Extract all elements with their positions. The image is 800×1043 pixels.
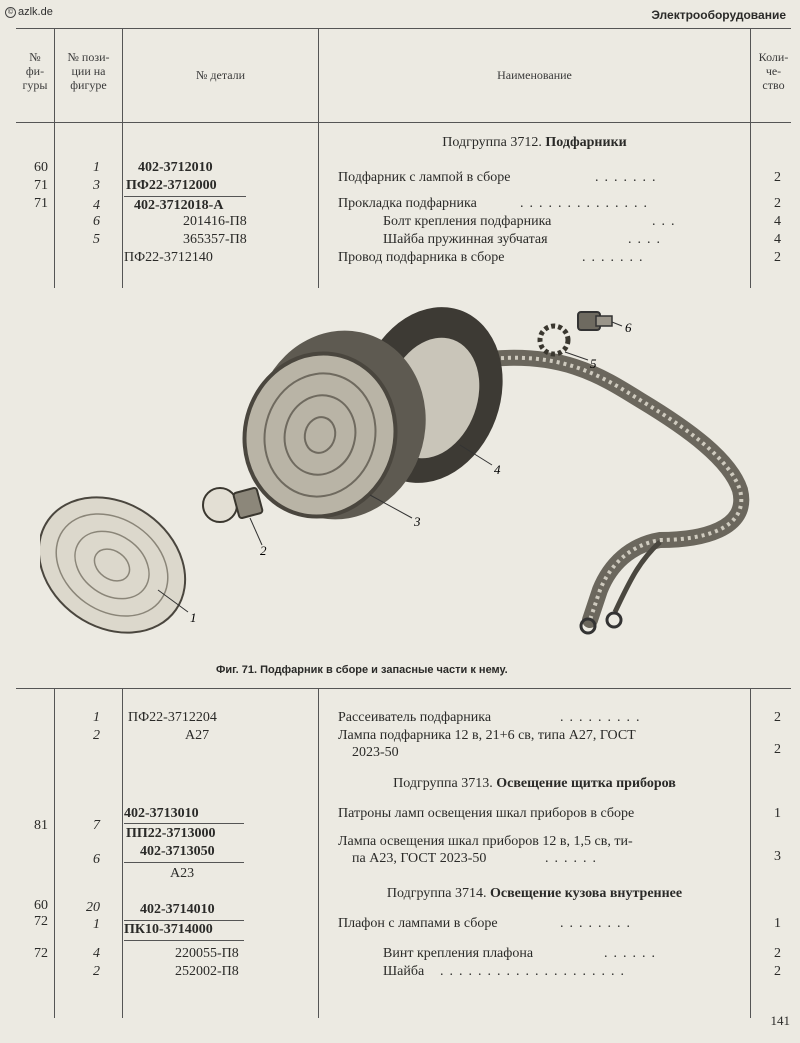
leader-dots: .................... <box>440 964 630 979</box>
callout-6: 6 <box>625 320 632 335</box>
site-watermark: © azlk.de <box>5 6 53 18</box>
callout-3: 3 <box>414 514 421 529</box>
row-part: ПК10-3714000 <box>124 922 213 937</box>
row-part: 402-3713050 <box>140 844 215 859</box>
row-name: Лампа освещения шкал приборов 12 в, 1,5 св, ти- <box>338 834 633 849</box>
subgroup-3714: Подгруппа 3714. Освещение кузова внутреннее <box>386 886 683 901</box>
wire-harness <box>480 358 741 620</box>
row-part: 201416-П8 <box>183 214 247 229</box>
part-underline <box>124 862 244 863</box>
row-part: ПФ22-3712000 <box>126 178 217 193</box>
row-part: А27 <box>185 728 210 743</box>
row-part: 252002-П8 <box>175 964 239 979</box>
row-name: Патроны ламп освещения шкал приборов в сборе <box>338 806 635 821</box>
header-bottom-rule <box>16 122 791 123</box>
row-pos: 5 <box>93 232 100 247</box>
row-qty: 4 <box>774 232 781 247</box>
row-qty: 2 <box>774 710 781 725</box>
row-name: Плафон с лампами в сборе <box>338 916 498 931</box>
row-part: 365357-П8 <box>183 232 247 247</box>
row-fig: 72 <box>34 946 48 961</box>
row-part: 402-3713010 <box>124 806 199 821</box>
running-header: Электрооборудование <box>651 8 786 22</box>
leader-dots: ...... <box>545 851 602 866</box>
bulb-base <box>233 487 263 518</box>
row-pos: 4 <box>93 198 100 213</box>
row-fig: 71 <box>34 178 48 193</box>
row-name: Прокладка подфарника <box>338 196 477 211</box>
col-rule <box>122 28 123 288</box>
row-pos: 4 <box>93 946 100 961</box>
col-rule <box>318 28 319 288</box>
col-rule <box>54 688 55 1018</box>
figure-71-illustration <box>40 290 780 660</box>
row-name-continued: па А23, ГОСТ 2023-50 <box>352 851 487 866</box>
wire-terminal <box>607 613 621 627</box>
subgroup-3712: Подгруппа 3712. Подфарники <box>442 135 627 150</box>
row-qty: 2 <box>774 170 781 185</box>
row-pos: 1 <box>93 917 100 932</box>
row-pos: 3 <box>93 178 100 193</box>
row-fig: 71 <box>34 196 48 211</box>
leader-dots: ........ <box>560 916 636 931</box>
row-name: Провод подфарника в сборе <box>338 250 505 265</box>
row-part: 402-3714010 <box>140 902 215 917</box>
row-pos: 1 <box>93 710 100 725</box>
row-part: 402-3712010 <box>138 160 213 175</box>
row-pos: 1 <box>93 160 100 175</box>
row-part: 402-3712018-А <box>134 198 224 213</box>
row-part: 220055-П8 <box>175 946 239 961</box>
row-qty: 2 <box>774 742 781 757</box>
figure-caption: Фиг. 71. Подфарник в сборе и запасные части к нему. <box>216 664 508 676</box>
leader-line <box>250 518 262 545</box>
callout-5: 5 <box>590 356 597 371</box>
row-name: Подфарник с лампой в сборе <box>338 170 511 185</box>
row-name: Шайба <box>383 964 425 979</box>
row-part: ПФ22-3712140 <box>124 250 213 265</box>
row-fig: 72 <box>34 914 48 929</box>
row-fig: 60 <box>34 160 48 175</box>
leader-dots: .............. <box>520 196 653 211</box>
row-name: Шайба пружинная зубчатая <box>383 232 548 247</box>
col-rule <box>122 688 123 1018</box>
row-part: ПП22-3713000 <box>126 826 216 841</box>
row-name: Винт крепления плафона <box>383 946 534 961</box>
row-fig: 60 <box>34 898 48 913</box>
part-underline <box>124 920 244 921</box>
subgroup-3713: Подгруппа 3713. Освещение щитка приборов <box>393 776 676 791</box>
header-part: № детали <box>195 68 246 82</box>
row-fig: 81 <box>34 818 48 833</box>
callout-4: 4 <box>494 462 501 477</box>
part-underline <box>124 823 244 824</box>
row-part: ПФ22-3712204 <box>128 710 217 725</box>
row-pos: 2 <box>93 728 100 743</box>
washer <box>540 326 568 354</box>
leader-dots: ......... <box>560 710 646 725</box>
header-qty: Коли- че- ство <box>758 50 789 92</box>
row-name-continued: 2023-50 <box>352 745 399 760</box>
leader-dots: ....... <box>582 250 649 265</box>
bulb <box>203 488 237 522</box>
row-qty: 3 <box>774 849 781 864</box>
lens <box>40 469 211 660</box>
callout-2: 2 <box>260 543 267 558</box>
table-top-rule <box>16 28 791 29</box>
leader-line <box>612 322 622 326</box>
row-pos: 6 <box>93 214 100 229</box>
row-qty: 2 <box>774 946 781 961</box>
row-qty: 1 <box>774 916 781 931</box>
row-qty: 1 <box>774 806 781 821</box>
leader-dots: .... <box>628 232 666 247</box>
bolt-shank <box>596 316 612 326</box>
row-pos: 6 <box>93 852 100 867</box>
row-pos: 2 <box>93 964 100 979</box>
callout-1: 1 <box>190 610 197 625</box>
header-fig: № фи- гуры <box>22 50 48 92</box>
row-part: А23 <box>170 866 195 881</box>
part-underline <box>124 196 246 197</box>
part-underline <box>124 940 244 941</box>
row-qty: 2 <box>774 250 781 265</box>
col-rule <box>318 688 319 1018</box>
table-top-rule-lower <box>16 688 791 689</box>
page-number: 141 <box>770 1013 790 1028</box>
header-name: Наименование <box>497 68 572 82</box>
header-pos: № пози- ции на фигуре <box>67 50 110 92</box>
row-pos: 7 <box>93 818 100 833</box>
leader-dots: ...... <box>604 946 661 961</box>
row-name: Лампа подфарника 12 в, 21+6 св, типа А27, ГОСТ <box>338 728 636 743</box>
row-name: Болт крепления подфарника <box>383 214 552 229</box>
row-pos: 20 <box>86 900 100 915</box>
row-qty: 2 <box>774 964 781 979</box>
leader-dots: ... <box>652 214 681 229</box>
row-name: Рассеиватель подфарника <box>338 710 492 725</box>
leader-dots: ....... <box>595 170 662 185</box>
copyright-icon: © <box>5 7 16 18</box>
row-qty: 2 <box>774 196 781 211</box>
row-qty: 4 <box>774 214 781 229</box>
